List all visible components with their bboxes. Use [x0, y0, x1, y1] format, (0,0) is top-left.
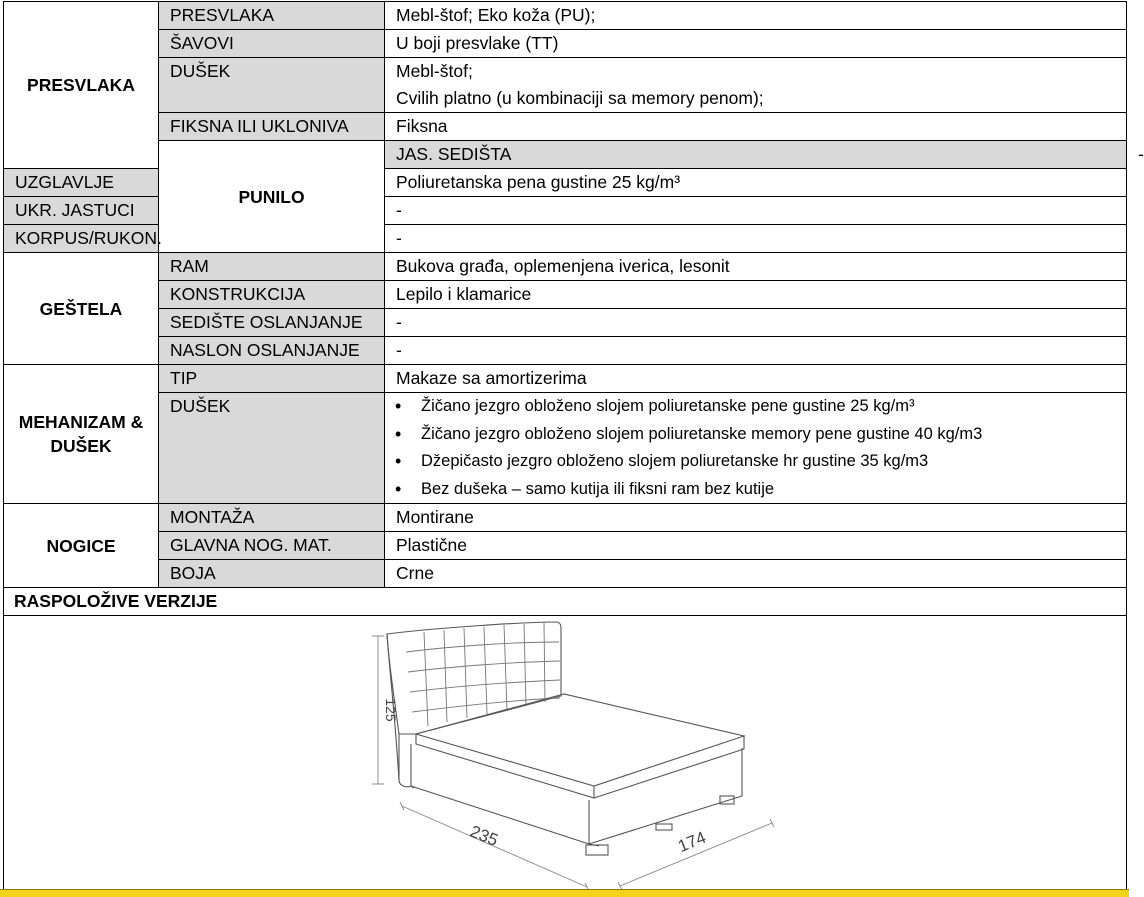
spec-value: Crne	[385, 560, 1127, 588]
table-row	[4, 504, 1127, 532]
spec-key: UKR. JASTUCI	[4, 197, 159, 225]
spec-key: JAS. SEDIŠTA	[385, 141, 1127, 169]
table-row	[4, 281, 1127, 309]
spec-key: FIKSNA ILI UKLONIVA	[159, 113, 385, 141]
table-row	[4, 58, 1127, 113]
spec-value: U boji presvlake (TT)	[385, 30, 1127, 58]
spec-value: Makaze sa amortizerima	[385, 365, 1127, 393]
table-row	[4, 365, 1127, 393]
spec-key: DUŠEK	[159, 393, 385, 504]
table-row	[4, 113, 1127, 141]
spec-value: Plastične	[385, 532, 1127, 560]
spec-value: -	[385, 225, 1127, 253]
value-line: Cvilih platno (u kombinaciji sa memory penom);	[396, 88, 764, 108]
spec-table	[3, 1, 1144, 894]
bed-leg	[656, 824, 672, 830]
headboard	[387, 622, 561, 734]
versions-heading: RASPOLOŽIVE VERZIJE	[4, 588, 1127, 616]
bottom-strip	[0, 889, 1129, 897]
spec-value: Montirane	[385, 504, 1127, 532]
table-row	[4, 588, 1127, 616]
spec-value: Poliuretanska pena gustine 25 kg/m³	[385, 169, 1127, 197]
spec-value: Mebl-štof; Eko koža (PU);	[385, 2, 1127, 30]
height-dimension-line	[372, 636, 384, 784]
table-row	[4, 253, 1127, 281]
spec-key: MONTAŽA	[159, 504, 385, 532]
spec-key: GLAVNA NOG. MAT.	[159, 532, 385, 560]
table-row	[4, 309, 1127, 337]
table-row	[4, 616, 1127, 894]
spec-value-multiline	[385, 58, 1127, 113]
spec-key: KONSTRUKCIJA	[159, 281, 385, 309]
spec-key: SEDIŠTE OSLANJANJE	[159, 309, 385, 337]
bed-drawing	[4, 616, 1125, 893]
length-label: 235	[467, 821, 501, 851]
height-label: 125	[383, 698, 399, 722]
spec-key: BOJA	[159, 560, 385, 588]
category-mehanizam: MEHANIZAM & DUŠEK	[4, 365, 159, 504]
headboard-tufting	[406, 623, 560, 726]
bullet-list	[396, 393, 1126, 503]
spec-key: PRESVLAKA	[159, 2, 385, 30]
width-label: 174	[675, 827, 709, 857]
table-row	[4, 337, 1127, 365]
spec-key: TIP	[159, 365, 385, 393]
spec-key: DUŠEK	[159, 58, 385, 113]
spec-value: -	[385, 197, 1127, 225]
list-item: • Džepičasto jezgro obloženo slojem poliuretanske hr gustine 35 kg/m3	[385, 448, 1126, 476]
list-item: • Žičano jezgro obloženo slojem poliuretanske pene gustine 25 kg/m³	[385, 393, 1126, 421]
spec-key: NASLON OSLANJANJE	[159, 337, 385, 365]
category-punilo: PUNILO	[159, 141, 385, 253]
category-presvlaka: PRESVLAKA	[4, 2, 159, 169]
bed-leg	[586, 845, 608, 855]
table-row: PUNILO JAS. SEDIŠTA -	[4, 141, 1127, 169]
list-item: • Žičano jezgro obloženo slojem poliuretanske memory pene gustine 40 kg/m3	[385, 421, 1126, 449]
spec-value: Fiksna	[385, 113, 1127, 141]
value-line: Mebl-štof;	[396, 61, 473, 81]
table-row	[4, 2, 1127, 30]
table-row	[4, 393, 1127, 504]
category-gestela: GEŠTELA	[4, 253, 159, 365]
list-item: • Bez dušeka – samo kutija ili fiksni ram bez kutije	[385, 476, 1126, 504]
spec-value-bullets	[385, 393, 1127, 504]
category-nogice: NOGICE	[4, 504, 159, 588]
spec-value: -	[385, 309, 1127, 337]
spec-value: Bukova građa, oplemenjena iverica, lesonit	[385, 253, 1127, 281]
spec-value: Lepilo i klamarice	[385, 281, 1127, 309]
bed-drawing-cell	[4, 616, 1127, 894]
mattress	[416, 694, 744, 786]
table-row	[4, 532, 1127, 560]
table-row	[4, 560, 1127, 588]
spec-key: KORPUS/RUKON.	[4, 225, 159, 253]
spec-key: RAM	[159, 253, 385, 281]
spec-key: ŠAVOVI	[159, 30, 385, 58]
table-row	[4, 30, 1127, 58]
spec-value: -	[385, 337, 1127, 365]
spec-key: UZGLAVLJE	[4, 169, 159, 197]
